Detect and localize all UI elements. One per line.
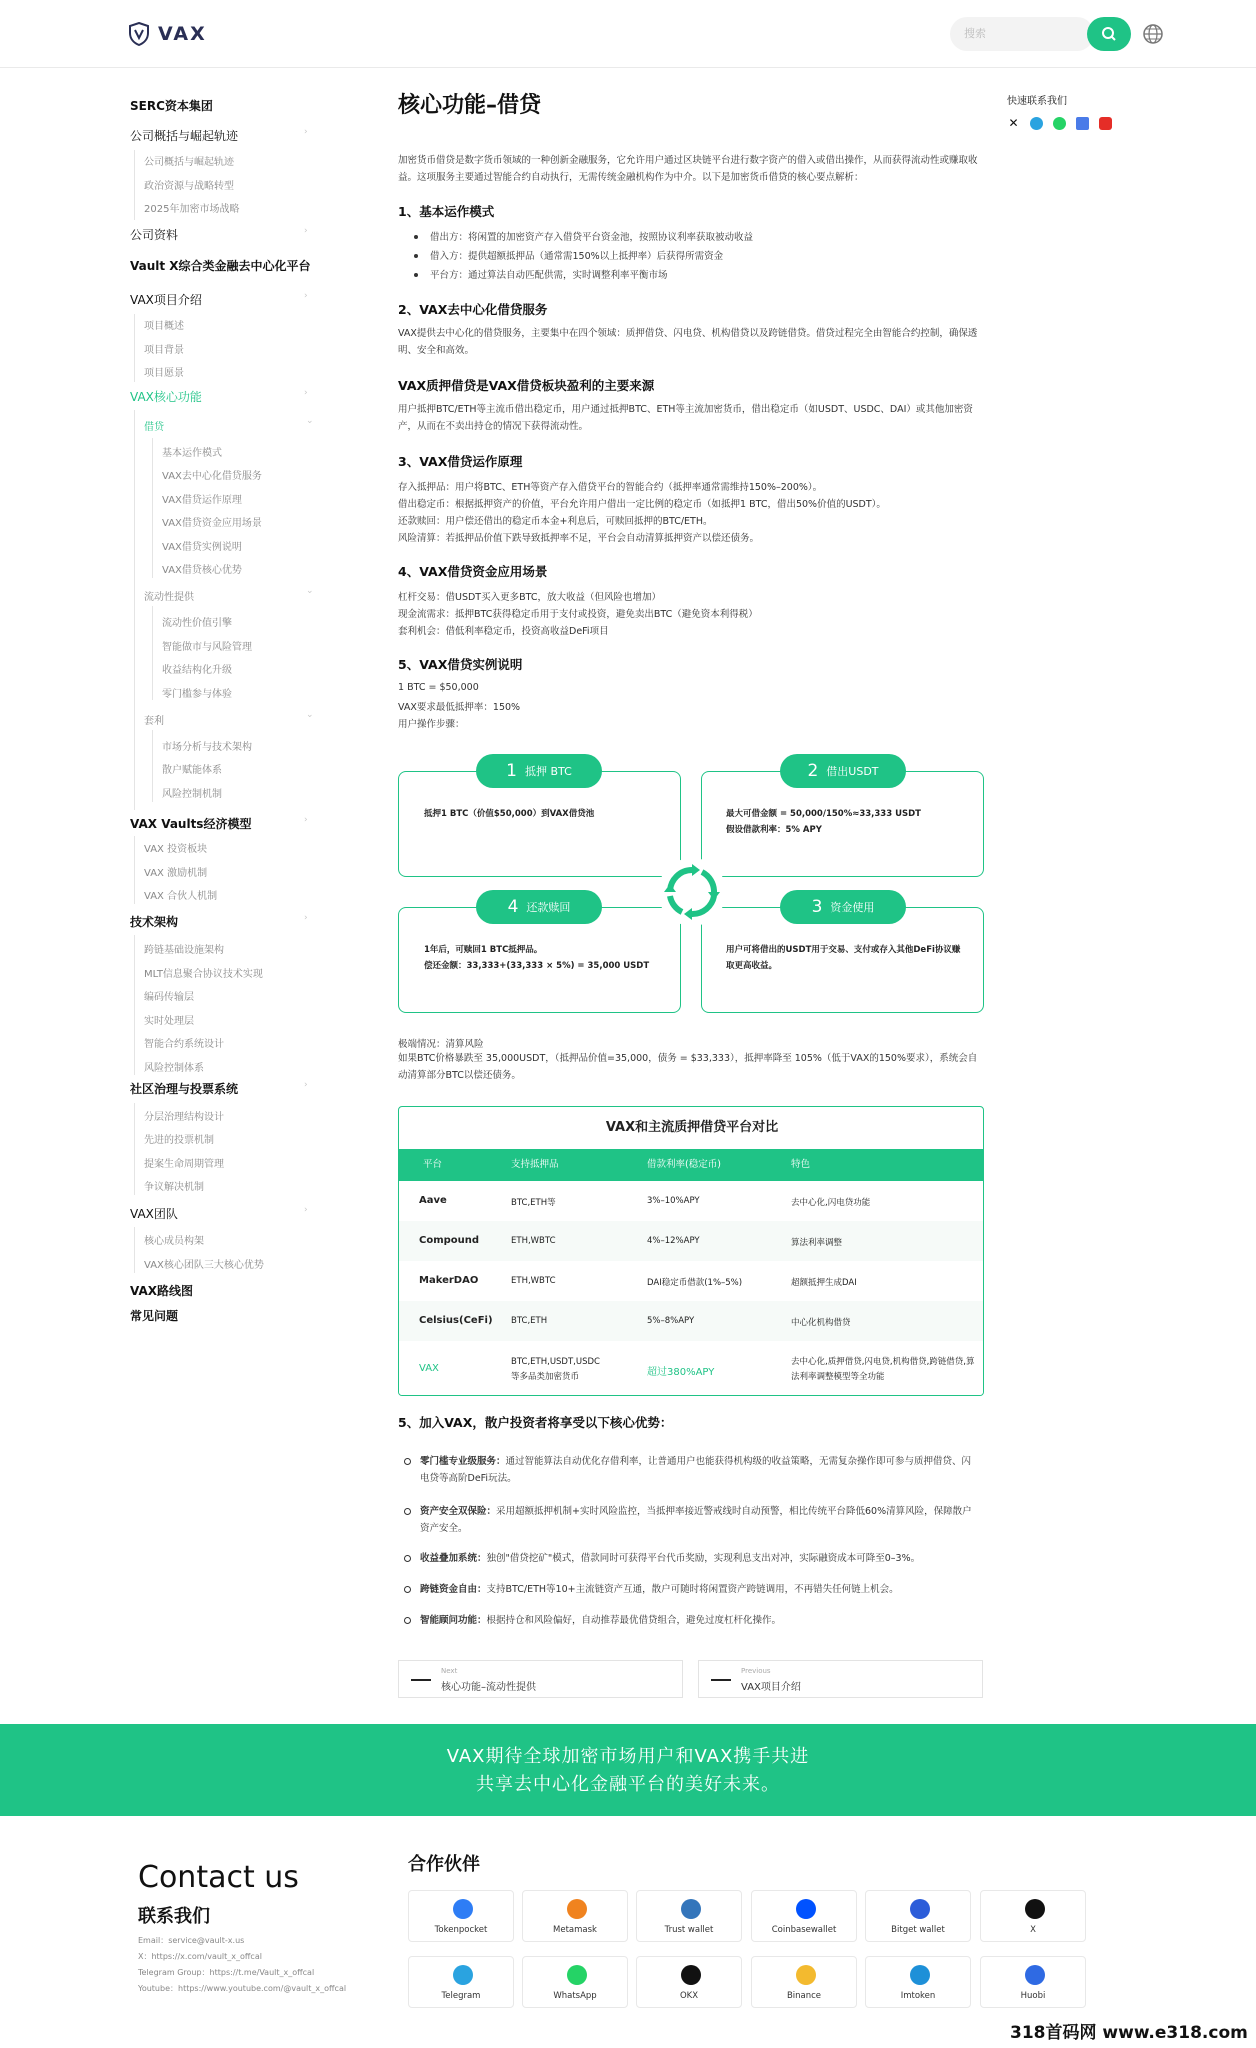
partner-name: Imtoken <box>900 1991 936 2001</box>
tree-line <box>152 606 153 700</box>
partner-logo-icon <box>796 1965 816 1985</box>
cycle-icon <box>656 856 728 928</box>
table-cell: ETH,WBTC <box>511 1236 556 1246</box>
comparison-table <box>398 1106 984 1396</box>
table-row <box>399 1261 984 1301</box>
table-cell: 中心化机构借贷 <box>791 1318 851 1328</box>
partner-logo-icon <box>567 1899 587 1919</box>
partner-name: Coinbasewallet <box>771 1925 837 1935</box>
sidebar-leaf[interactable]: 流动性价值引擎 <box>162 618 232 629</box>
step-text-4: 1年后，可赎回1 BTC抵押品。 偿还金额：33,333+(33,333 × 5%) = 35,000 USDT <box>424 945 650 971</box>
table-cell: Celsius(CeFi) <box>419 1315 493 1326</box>
sidebar-item[interactable]: VAX团队 <box>130 1207 178 1221</box>
table-cell: 4%–12%APY <box>647 1236 700 1246</box>
sidebar-subitem[interactable]: VAX核心团队三大核心优势 <box>144 1260 264 1271</box>
sidebar-leaf[interactable]: VAX借贷资金应用场景 <box>162 518 262 529</box>
table-cell: 超过380%APY <box>647 1367 715 1378</box>
intro-text: 加密货币借贷是数字货币领域的一种创新金融服务，它允许用户通过区块链平台进行数字资产的借入或借出操作，从而获得流动性或赚取收益。这项服务主要通过智能合约自动执行，无需传统金融机构作为中介。以下是加密货币借贷的核心要点解析： <box>398 155 978 183</box>
sidebar-subitem[interactable]: 项目概述 <box>144 321 184 332</box>
sidebar-subitem[interactable]: 提案生命周期管理 <box>144 1159 224 1170</box>
advantage-title: 收益叠加系统： <box>420 1553 487 1564</box>
social-links <box>1007 117 1112 130</box>
cta-banner <box>0 1724 1256 1816</box>
partner-card[interactable] <box>751 1956 857 2008</box>
partner-name: Huobi <box>1020 1991 1046 2001</box>
sidebar-leaf[interactable]: VAX借贷实例说明 <box>162 542 242 553</box>
advantage-title: 跨链资金自由： <box>420 1584 487 1595</box>
partner-logo-icon <box>1025 1899 1045 1919</box>
advantage-item <box>420 1550 980 1567</box>
section-line: 存入抵押品：用户将BTC、ETH等资产存入借贷平台的智能合约（抵押率通常需维持150%–200%）。 <box>398 482 823 493</box>
extreme-title: 极端情况：清算风险 <box>398 1039 484 1050</box>
partner-logo-icon <box>681 1899 701 1919</box>
sidebar-leaf[interactable]: 市场分析与技术架构 <box>162 742 252 753</box>
step-pill-2 <box>780 754 906 788</box>
advantage-item <box>420 1453 980 1487</box>
advantage-item <box>420 1581 980 1598</box>
partner-card[interactable] <box>980 1890 1086 1942</box>
contact-email[interactable]: Email：service@vault-x.us <box>138 1936 245 1945</box>
partner-card[interactable] <box>522 1890 628 1942</box>
sidebar-leaf[interactable]: VAX去中心化借贷服务 <box>162 471 262 482</box>
table-cell: 超额抵押生成DAI <box>791 1278 857 1288</box>
bullet <box>404 1555 411 1562</box>
tree-line <box>134 1227 135 1273</box>
step-label: 抵押 BTC <box>525 765 572 778</box>
advantage-item <box>420 1503 980 1537</box>
table-cell: Compound <box>419 1235 480 1246</box>
table-row-vax <box>399 1341 984 1396</box>
table-row <box>399 1301 984 1341</box>
sidebar-subitem[interactable]: 编码传输层 <box>144 992 194 1003</box>
step-text-3: 用户可将借出的USDT用于交易、支付或存入其他DeFi协议赚取更高收益。 <box>726 945 961 971</box>
partner-card[interactable] <box>636 1956 742 2008</box>
step-label: 借出USDT <box>826 765 879 778</box>
partner-logo-icon <box>910 1899 930 1919</box>
partner-name: Trust wallet <box>664 1925 714 1935</box>
x-icon[interactable]: ✕ <box>1008 116 1019 130</box>
previous-label: Previous <box>741 1667 771 1675</box>
table-cell: VAX <box>419 1363 439 1374</box>
chevron-right-icon[interactable]: › <box>304 291 308 301</box>
sidebar-subitem[interactable]: 流动性提供 <box>144 592 194 603</box>
sidebar-leaf[interactable]: 智能做市与风险管理 <box>162 642 252 653</box>
chevron-right-icon[interactable]: › <box>304 127 308 137</box>
sidebar-subitem[interactable]: 实时处理层 <box>144 1016 194 1027</box>
advantage-title: 智能顾问功能： <box>420 1615 487 1626</box>
partner-name: WhatsApp <box>553 1991 597 2001</box>
tree-line <box>134 836 135 904</box>
banner-line-2: 共享去中心化金融平台的美好未来。 <box>476 1774 780 1795</box>
watermark: 318首码网 www.e318.com <box>1010 2023 1248 2043</box>
table-cell: BTC,ETH <box>511 1316 548 1326</box>
arrow-icon <box>711 1679 731 1681</box>
table-row <box>399 1181 984 1221</box>
sidebar-subitem[interactable]: 先进的投票机制 <box>144 1135 214 1146</box>
chevron-right-icon[interactable]: › <box>304 226 308 236</box>
banner-line-1: VAX期待全球加密市场用户和VAX携手共进 <box>446 1746 810 1767</box>
sidebar-group: SERC资本集团 <box>130 99 213 113</box>
partner-logo-icon <box>910 1965 930 1985</box>
partner-card[interactable] <box>408 1956 514 2008</box>
contact-telegram[interactable]: Telegram Group：https://t.me/Vault_x_offcal <box>138 1968 315 1977</box>
partner-card[interactable] <box>636 1890 742 1942</box>
partner-logo-icon <box>567 1965 587 1985</box>
section-line: 风险清算：若抵押品价值下跌导致抵押率不足，平台会自动清算抵押资产以偿还债务。 <box>398 533 760 544</box>
tree-line <box>134 314 135 382</box>
sidebar-subitem-active[interactable]: 借贷 <box>144 422 164 433</box>
telegram-icon[interactable] <box>1030 117 1043 130</box>
sidebar-subitem[interactable]: 风险控制体系 <box>144 1063 204 1074</box>
youtube-icon[interactable] <box>1099 117 1112 130</box>
step-text-2: 最大可借金额 = 50,000/150%≈33,333 USDT 假设借款利率：5% APY <box>726 809 921 835</box>
table-cell: BTC,ETH等 <box>511 1198 556 1208</box>
section-line: 现金流需求：抵押BTC获得稳定币用于支付或投资，避免卖出BTC（避免资本利得税） <box>398 609 758 620</box>
sidebar-leaf[interactable]: 散户赋能体系 <box>162 765 222 776</box>
partner-logo-icon <box>681 1965 701 1985</box>
section-line: 杠杆交易：借USDT买入更多BTC，放大收益（但风险也增加） <box>398 592 661 603</box>
partner-card[interactable] <box>408 1890 514 1942</box>
whatsapp-icon[interactable] <box>1053 117 1066 130</box>
table-cell: 5%–8%APY <box>647 1316 695 1326</box>
section-heading: VAX质押借贷是VAX借贷板块盈利的主要来源 <box>398 378 655 393</box>
sidebar-subitem[interactable]: 2025年加密市场战略 <box>144 204 240 215</box>
section-line: 套利机会：借低利率稳定币，投资高收益DeFi项目 <box>398 626 609 637</box>
bullet <box>404 1586 411 1593</box>
partner-card[interactable] <box>865 1890 971 1942</box>
page-title: 核心功能–借贷 <box>398 93 542 118</box>
table-cell: ETH,WBTC <box>511 1276 556 1286</box>
tree-line <box>134 935 135 1075</box>
tree-line <box>134 150 135 220</box>
previous-title: VAX项目介绍 <box>741 1682 801 1693</box>
bullet <box>414 273 418 277</box>
table-cell: MakerDAO <box>419 1275 479 1286</box>
partner-card[interactable] <box>522 1956 628 2008</box>
section-line: 借出稳定币：根据抵押资产的价值，平台允许用户借出一定比例的稳定币（如抵押1 BTC，借出50%价值的USDT）。 <box>398 499 886 510</box>
bullet <box>414 235 418 239</box>
section-heading: 1、基本运作模式 <box>398 204 495 219</box>
sidebar-item[interactable]: VAX Vaults经济模型 <box>130 817 252 831</box>
partners-title: 合作伙伴 <box>408 1854 480 1875</box>
site-header <box>0 0 1256 68</box>
table-cell: 3%–10%APY <box>647 1196 700 1206</box>
tree-line <box>134 1103 135 1195</box>
arrow-icon <box>411 1679 431 1681</box>
contact-title: Contact us <box>138 1860 299 1895</box>
advantage-title: 资产安全双保险： <box>420 1506 497 1517</box>
sidebar-subitem[interactable]: MLT信息聚合协议技术实现 <box>144 969 263 980</box>
search-icon <box>1101 26 1117 42</box>
sidebar-subitem[interactable]: 争议解决机制 <box>144 1182 204 1193</box>
sidebar-item[interactable]: VAX项目介绍 <box>130 293 202 307</box>
table-cell: 去中心化,闪电贷功能 <box>791 1198 871 1208</box>
sidebar-subitem[interactable]: VAX 激励机制 <box>144 868 208 879</box>
bullet <box>404 1458 411 1465</box>
chevron-right-icon[interactable]: › <box>304 815 308 825</box>
step-number: 1 <box>506 761 517 781</box>
partner-name: OKX <box>679 1991 699 2001</box>
sidebar-item-active[interactable]: VAX核心功能 <box>130 390 202 404</box>
section-heading: 5、加入VAX，散户投资者将享受以下核心优势： <box>398 1415 673 1430</box>
partner-name: Metamask <box>553 1925 597 1935</box>
table-cell: DAI稳定币借款(1%–5%) <box>647 1278 743 1288</box>
sidebar-leaf[interactable]: 零门槛参与体验 <box>162 689 232 700</box>
sidebar-subitem[interactable]: 智能合约系统设计 <box>144 1039 224 1050</box>
advantage-title: 零门槛专业级服务： <box>420 1456 506 1467</box>
quick-contact-label: 快速联系我们 <box>1007 96 1067 107</box>
sidebar-subitem[interactable]: 政治资源与战略转型 <box>144 181 234 192</box>
sidebar-leaf[interactable]: 基本运作模式 <box>162 448 222 459</box>
section-line: 还款赎回：用户偿还借出的稳定币本金+利息后，可赎回抵押的BTC/ETH。 <box>398 516 713 527</box>
chevron-down-icon[interactable]: ⌄ <box>306 586 314 596</box>
step-label: 还款赎回 <box>526 901 571 914</box>
step-pill-3 <box>780 890 906 924</box>
advantage-item <box>420 1612 980 1629</box>
partner-card[interactable] <box>980 1956 1086 2008</box>
partner-name: X <box>1030 1925 1036 1935</box>
sidebar-item[interactable]: 公司资料 <box>130 228 179 242</box>
chevron-right-icon[interactable]: › <box>304 1080 308 1090</box>
shield-logo-icon <box>128 22 150 46</box>
chevron-down-icon[interactable]: ⌄ <box>306 710 314 720</box>
bullet <box>404 1508 411 1515</box>
section-heading: 4、VAX借贷资金应用场景 <box>398 564 548 579</box>
sidebar-leaf[interactable]: VAX借贷核心优势 <box>162 565 242 576</box>
table-cell: Aave <box>419 1195 447 1206</box>
advantage-text: 根据持仓和风险偏好，自动推荐最优借贷组合，避免过度杠杆化操作。 <box>486 1615 782 1626</box>
next-title: 核心功能–流动性提供 <box>441 1682 536 1693</box>
section-line: 用户操作步骤： <box>398 719 465 730</box>
table-row <box>399 1221 984 1261</box>
sidebar-subitem[interactable]: 公司概括与崛起轨迹 <box>144 157 234 168</box>
table-header-cell: 特色 <box>791 1159 811 1170</box>
bullet <box>404 1617 411 1624</box>
email-icon[interactable] <box>1076 117 1089 130</box>
sidebar-item[interactable]: 技术架构 <box>130 915 179 929</box>
section-heading: 2、VAX去中心化借贷服务 <box>398 302 548 317</box>
section-text: VAX提供去中心化的借贷服务，主要集中在四个领域：质押借贷、闪电贷、机构借贷以及跨链借贷。借贷过程完全由智能合约控制，确保透明、安全和高效。 <box>398 328 978 356</box>
partner-name: Binance <box>786 1991 822 2001</box>
next-page-link[interactable] <box>398 1660 683 1698</box>
advantage-text: 通过智能算法自动优化存借利率，让普通用户也能获得机构级的收益策略，无需复杂操作即可参与质押借贷、闪电贷等高阶DeFi玩法。 <box>420 1456 972 1484</box>
partner-name: Bitget wallet <box>891 1925 945 1935</box>
step-number: 2 <box>807 761 819 781</box>
table-cell: 算法利率调整 <box>791 1238 843 1248</box>
step-pill-4 <box>476 890 602 924</box>
section-line: 1 BTC = $50,000 <box>398 682 479 693</box>
globe-icon <box>1142 23 1164 45</box>
logo-text: VAX <box>158 23 207 45</box>
tree-line <box>134 410 135 810</box>
sidebar-subitem[interactable]: 核心成员构架 <box>144 1236 204 1247</box>
section-text: 用户抵押BTC/ETH等主流币借出稳定币，用户通过抵押BTC、ETH等主流加密货币，借出稳定币（如USDT、USDC、DAI）或其他加密资产，从而在不卖出持仓的情况下获得流动性。 <box>398 404 973 432</box>
chevron-right-icon[interactable]: › <box>304 913 308 923</box>
partner-logo-icon <box>453 1965 473 1985</box>
partner-logo-icon <box>796 1899 816 1919</box>
table-cell: 去中心化,质押借贷,闪电贷,机构借贷,跨链借贷,算法利率调整模型等全功能 <box>791 1357 975 1382</box>
table-header-cell: 借款利率(稳定币) <box>647 1159 721 1170</box>
site-logo[interactable] <box>128 22 207 46</box>
advantage-text: 采用超额抵押机制+实时风险监控，当抵押率接近警戒线时自动预警，相比传统平台降低60%清算风险，保障散户资产安全。 <box>420 1506 972 1534</box>
search-button[interactable] <box>1087 17 1131 51</box>
sidebar-subitem[interactable]: 跨链基础设施架构 <box>144 945 224 956</box>
partner-logo-icon <box>1025 1965 1045 1985</box>
step-number: 3 <box>811 897 823 917</box>
contact-youtube[interactable]: Youtube：https://www.youtube.com/@vault_x_offcal <box>138 1984 347 1993</box>
contact-x[interactable]: X：https://x.com/vault_x_offcal <box>138 1952 262 1961</box>
section-heading: 3、VAX借贷运作原理 <box>398 454 523 469</box>
sidebar-subitem[interactable]: 项目背景 <box>144 345 184 356</box>
advantage-text: 独创"借贷挖矿"模式，借款同时可获得平台代币奖励，实现利息支出对冲，实际融资成本可降至0–3%。 <box>486 1553 921 1564</box>
bullet-text: 借入方：提供超额抵押品（通常需150%以上抵押率）后获得所需资金 <box>430 251 724 262</box>
bullet-text: 借出方：将闲置的加密资产存入借贷平台资金池，按照协议利率获取被动收益 <box>430 232 754 243</box>
sidebar-subitem[interactable]: VAX 投资板块 <box>144 844 208 855</box>
table-cell: BTC,ETH,USDT,USDC 等多品类加密货币 <box>511 1357 600 1382</box>
language-button[interactable] <box>1142 23 1164 49</box>
step-text-1: 抵押1 BTC（价值$50,000）到VAX借贷池 <box>424 809 595 819</box>
partner-name: Telegram <box>441 1991 481 2001</box>
sidebar-item[interactable]: VAX路线图 <box>130 1284 194 1298</box>
partner-name: Tokenpocket <box>434 1925 488 1935</box>
contact-subtitle: 联系我们 <box>138 1906 210 1927</box>
sidebar-subitem[interactable]: 分层治理结构设计 <box>144 1112 224 1123</box>
extreme-text: 如果BTC价格暴跌至 35,000USDT，（抵押品价值=35,000，债务 = $33,333），抵押率降至 105%（低于VAX的150%要求），系统会自动清算部分BTC以偿还债务。 <box>398 1053 978 1081</box>
sidebar-item[interactable]: 社区治理与投票系统 <box>130 1082 239 1096</box>
sidebar-subitem[interactable]: 套利 <box>144 716 164 727</box>
search-input[interactable]: 搜索 <box>950 17 1094 51</box>
sidebar-subitem[interactable]: VAX 合伙人机制 <box>144 891 218 902</box>
partner-logo-icon <box>453 1899 473 1919</box>
sidebar-leaf[interactable]: 风险控制机制 <box>162 789 222 800</box>
chevron-right-icon[interactable]: › <box>304 1205 308 1215</box>
bullet-text: 平台方：通过算法自动匹配供需，实时调整利率平衡市场 <box>430 270 668 281</box>
sidebar-leaf[interactable]: VAX借贷运作原理 <box>162 495 242 506</box>
bullet <box>414 254 418 258</box>
sidebar-item[interactable]: Vault X综合类金融去中心化平台 <box>130 259 311 273</box>
next-label: Next <box>441 1667 458 1675</box>
sidebar-subitem[interactable]: 项目愿景 <box>144 368 184 379</box>
partner-card[interactable] <box>751 1890 857 1942</box>
chevron-down-icon[interactable]: ⌄ <box>306 416 314 426</box>
table-title: VAX和主流质押借贷平台对比 <box>605 1120 779 1135</box>
table-header-cell: 平台 <box>423 1159 443 1170</box>
section-heading: 5、VAX借贷实例说明 <box>398 657 523 672</box>
chevron-right-icon[interactable]: › <box>304 388 308 398</box>
previous-page-link[interactable] <box>698 1660 983 1698</box>
sidebar-item[interactable]: 公司概括与崛起轨迹 <box>130 129 239 143</box>
step-pill-1 <box>476 754 602 788</box>
partner-card[interactable] <box>865 1956 971 2008</box>
advantage-text: 支持BTC/ETH等10+主流链资产互通，散户可随时将闲置资产跨链调用，不再错失任何链上机会。 <box>486 1584 899 1595</box>
step-number: 4 <box>507 897 519 917</box>
sidebar-leaf[interactable]: 收益结构化升级 <box>162 665 232 676</box>
table-header <box>399 1149 984 1181</box>
section-line: VAX要求最低抵押率：150% <box>398 702 521 713</box>
step-label: 资金使用 <box>830 901 875 914</box>
table-header-cell: 支持抵押品 <box>511 1159 559 1170</box>
tree-line <box>152 438 153 578</box>
sidebar-item[interactable]: 常见问题 <box>130 1309 179 1323</box>
tree-line <box>152 730 153 802</box>
